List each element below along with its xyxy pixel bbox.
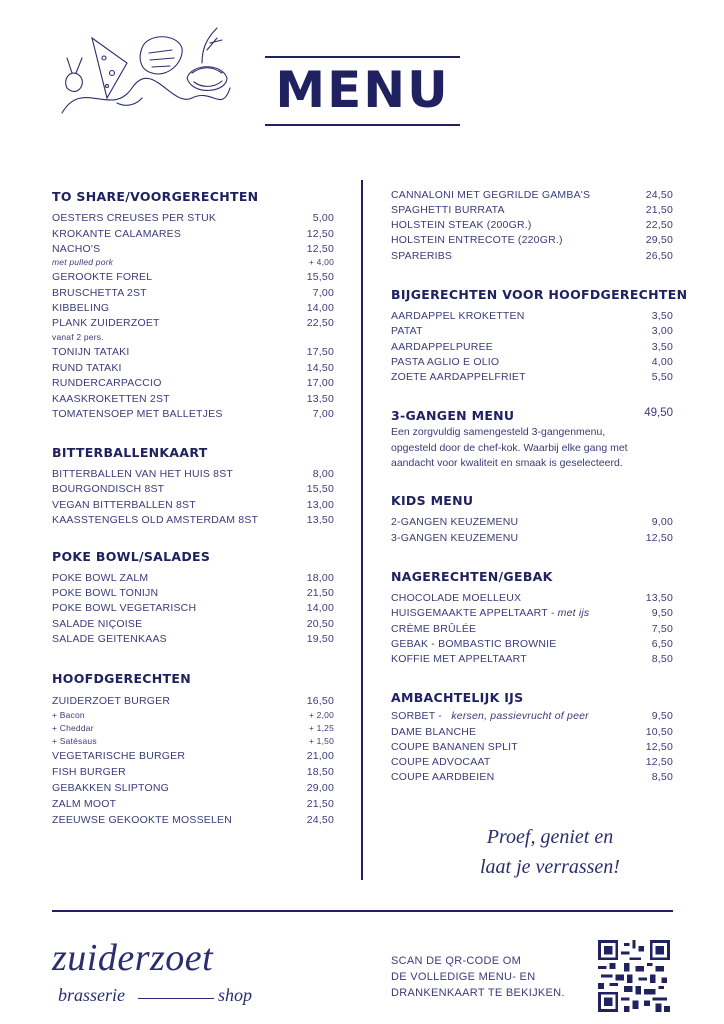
brand-tagline-left: brasserie — [58, 985, 125, 1005]
menu-item: KAASSTENGELS OLD AMSTERDAM 8ST 13,50 — [52, 514, 334, 526]
section-title-bijgerechten: BIJGERECHTEN VOOR HOOFDGERECHTEN — [391, 287, 688, 302]
3-gangen-price: 49,50 — [644, 407, 673, 419]
menu-item: POKE BOWL VEGETARISCH 14,00 — [52, 602, 334, 614]
menu-item: BOURGONDISCH 8ST 15,50 — [52, 483, 334, 495]
menu-item: CHOCOLADE MOELLEUX 13,50 — [391, 592, 673, 604]
menu-item: ZEEUWSE GEKOOKTE MOSSELEN 24,50 — [52, 814, 334, 826]
menu-item: CRÈME BRÛLÉE 7,50 — [391, 623, 673, 635]
brand-logo-name: zuiderzoet — [52, 937, 214, 979]
menu-item: PASTA AGLIO E OLIO 4,00 — [391, 356, 673, 368]
menu-item: BITTERBALLEN VAN HET HUIS 8ST 8,00 — [52, 468, 334, 480]
menu-item-extra: + Satésaus + 1,50 — [52, 736, 334, 746]
menu-item: FISH BURGER 18,50 — [52, 766, 334, 778]
menu-item: COUPE ADVOCAAT 12,50 — [391, 756, 673, 768]
slogan-line-1: Proef, geniet en — [486, 826, 614, 848]
menu-item: 3-GANGEN KEUZEMENU 12,50 — [391, 532, 673, 544]
menu-item: ZALM MOOT 21,50 — [52, 798, 334, 810]
menu-item: 2-GANGEN KEUZEMENU 9,00 — [391, 516, 673, 528]
menu-item: VEGETARISCHE BURGER 21,00 — [52, 750, 334, 762]
qr-text-line-2: DE VOLLEDIGE MENU- EN — [391, 971, 536, 983]
menu-item: SPARERIBS 26,50 — [391, 250, 673, 262]
menu-item: PATAT 3,00 — [391, 325, 673, 337]
3-gangen-description: Een zorgvuldig samengesteld 3-gangenmenu, opgesteld door de chef-kok. Waarbij elke gang met aandacht voor kwaliteit en smaak is geselecteerd. — [391, 426, 628, 469]
page-title: MENU — [275, 61, 450, 119]
section-title-ijs: AMBACHTELIJK IJS — [391, 690, 524, 705]
menu-item: AARDAPPEL KROKETTEN 3,50 — [391, 310, 673, 322]
menu-item: GEROOKTE FOREL 15,50 — [52, 271, 334, 283]
menu-item: HOLSTEIN ENTRECOTE (220GR.) 29,50 — [391, 234, 673, 246]
menu-item: COUPE AARDBEIEN 8,50 — [391, 771, 673, 783]
section-title-nagerechten: NAGERECHTEN/GEBAK — [391, 569, 553, 584]
menu-item: HOLSTEIN STEAK (200GR.) 22,50 — [391, 219, 673, 231]
menu-item: ZOETE AARDAPPELFRIET 5,50 — [391, 371, 673, 383]
menu-item: SALADE NIÇOISE 20,50 — [52, 618, 334, 630]
menu-item: COUPE BANANEN SPLIT 12,50 — [391, 741, 673, 753]
qr-text-line-3: DRANKENKAART TE BEKIJKEN. — [391, 987, 565, 999]
menu-item-extra: + Bacon + 2,00 — [52, 710, 334, 720]
food-illustration-icon — [52, 18, 232, 128]
menu-item: VEGAN BITTERBALLEN 8ST 13,00 — [52, 499, 334, 511]
menu-item: POKE BOWL TONIJN 21,50 — [52, 587, 334, 599]
menu-item: CANNALONI MET GEGRILDE GAMBA'S 24,50 — [391, 189, 673, 201]
column-divider — [361, 180, 363, 880]
menu-item: SORBET - kersen, passievrucht of peer 9,50 — [391, 710, 673, 722]
qr-instructions — [391, 953, 581, 1001]
menu-item: BRUSCHETTA 2ST 7,00 — [52, 287, 334, 299]
menu-item: GEBAKKEN SLIPTONG 29,00 — [52, 782, 334, 794]
menu-item-note: vanaf 2 pers. — [52, 332, 104, 342]
slogan-line-2: laat je verrassen! — [480, 856, 620, 878]
menu-item: SALADE GEITENKAAS 19,50 — [52, 633, 334, 645]
menu-item: TONIJN TATAKI 17,50 — [52, 346, 334, 358]
section-title-share: TO SHARE/VOORGERECHTEN — [52, 189, 259, 204]
qr-code-icon[interactable] — [598, 940, 670, 1012]
menu-item: KROKANTE CALAMARES 12,50 — [52, 228, 334, 240]
section-title-kids: KIDS MENU — [391, 493, 474, 508]
brand-tagline-line — [138, 998, 214, 999]
qr-text-line-1: SCAN DE QR-CODE OM — [391, 955, 522, 967]
menu-item: POKE BOWL ZALM 18,00 — [52, 572, 334, 584]
menu-item: RUNDERCARPACCIO 17,00 — [52, 377, 334, 389]
menu-item: KOFFIE MET APPELTAART 8,50 — [391, 653, 673, 665]
section-title-hoofdgerechten: HOOFDGERECHTEN — [52, 671, 191, 686]
brand-tagline-right: shop — [218, 985, 253, 1005]
menu-item: PLANK ZUIDERZOET 22,50 — [52, 317, 334, 329]
section-title-bitterballen: BITTERBALLENKAART — [52, 445, 208, 460]
menu-item: RUND TATAKI 14,50 — [52, 362, 334, 374]
menu-item-extra: + Cheddar + 1,25 — [52, 723, 334, 733]
menu-item: GEBAK - BOMBASTIC BROWNIE 6,50 — [391, 638, 673, 650]
menu-item: DAME BLANCHE 10,50 — [391, 726, 673, 738]
footer-rule — [52, 910, 673, 912]
section-title-poke: POKE BOWL/SALADES — [52, 549, 211, 564]
menu-item: AARDAPPELPUREE 3,50 — [391, 341, 673, 353]
slogan — [440, 822, 660, 882]
title-rule-bottom — [265, 124, 460, 126]
menu-item: KAASKROKETTEN 2ST 13,50 — [52, 393, 334, 405]
menu-item: HUISGEMAAKTE APPELTAART - met ijs 9,50 — [391, 607, 673, 619]
menu-item: NACHO'S 12,50 — [52, 243, 334, 255]
menu-item: OESTERS CREUSES PER STUK 5,00 — [52, 212, 334, 224]
menu-item: KIBBELING 14,00 — [52, 302, 334, 314]
section-title-3-gangen: 3-GANGEN MENU — [391, 408, 515, 423]
menu-item: ZUIDERZOET BURGER 16,50 — [52, 695, 334, 707]
menu-item: SPAGHETTI BURRATA 21,50 — [391, 204, 673, 216]
menu-item: TOMATENSOEP MET BALLETJES 7,00 — [52, 408, 334, 420]
menu-item-option: met pulled pork + 4,00 — [52, 257, 334, 267]
